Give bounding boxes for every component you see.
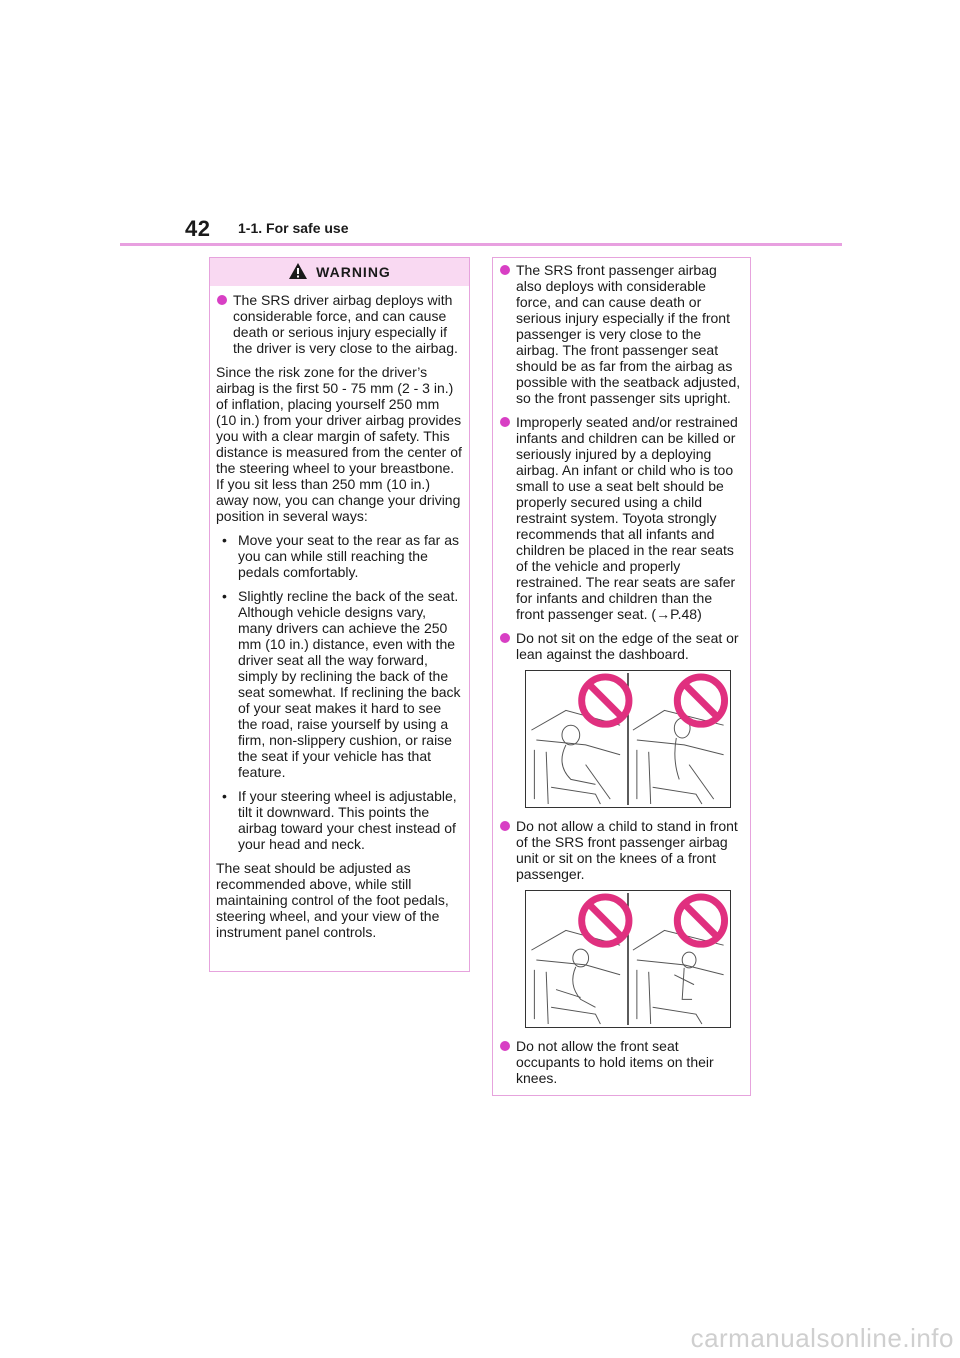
risk-paragraph: Since the risk zone for the driver’s airbag is the first 50 - 75 mm (2 - 3 in.) of inflation, placing yourself 250 mm (10 in.) from your driver airbag provides you with a clear margin of safety. This distance is measured from the center of the steering wheel to your breastbone. If you sit less than 250 mm (10 in.) away now, you can change your driving position in several ways: (216, 364, 462, 524)
illustration-leaning-dashboard (525, 670, 731, 808)
bullet-dot-icon (217, 295, 227, 305)
warning-header (210, 258, 469, 286)
closing-paragraph: The seat should be adjusted as recommended above, while still maintaining control of the foot pedals, steering wheel, and your view of the instrument panel controls. (216, 860, 449, 940)
bullet-item: The SRS front passenger airbag also deploys with considerable force, and can cause death or serious injury especially if the front passenger is very close to the airbag. The front passenger seat should be as far from the airbag as possible with the seatback adjusted, so the front passenger sits upright. (499, 262, 744, 406)
bullet-dot-icon (500, 417, 510, 427)
warning-box (209, 257, 470, 972)
prohibited-posture-illustration (526, 671, 730, 807)
header-rule (120, 243, 842, 246)
watermark: carmanualsonline.info (690, 1323, 954, 1353)
prohibition-icon (582, 897, 629, 944)
bullet-item: Improperly seated and/or restrained infants and children can be killed or seriously injured by a deploying airbag. An infant or child who is too small to use a seat belt should be properly secured using a child restraint system. Toyota strongly recommends that all infants and children be placed in the rear seats of the vehicle and properly restrained. The rear seats are safer for infants and children than the front passenger seat. (→P.48) (499, 414, 744, 622)
prohibition-icon (677, 897, 724, 944)
bullet-item: Do not allow a child to stand in front of the SRS front passenger airbag unit or sit on the knees of a front passenger. (499, 818, 744, 882)
bullet-dot-icon (500, 633, 510, 643)
prohibition-icon (582, 677, 629, 724)
warning-title: WARNING (316, 264, 391, 280)
warning-triangle-icon (288, 262, 308, 283)
bullet-dot-icon (500, 265, 510, 275)
sub-item: • Move your seat to the rear as far as you can while still reaching the pedals comfortably. (222, 532, 459, 580)
bullet-dot-icon (500, 821, 510, 831)
sub-item: • Slightly recline the back of the seat. Although vehicle designs vary, many drivers can achieve the 250 mm (10 in.) distance, even with the driver seat all the way forward, simply by reclining the back of the seat somewhat. If reclining the back of your seat makes it hard to see the road, raise yourself by using a firm, non-slippery cushion, or raise the seat if your vehicle has that feature. (222, 588, 461, 780)
illustration-child-standing (525, 890, 731, 1028)
warning-box-continued (492, 257, 751, 1096)
section-title: 1-1. For safe use (238, 220, 349, 236)
prohibition-icon (677, 677, 724, 724)
bullet-item: Do not sit on the edge of the seat or lean against the dashboard. (499, 630, 744, 662)
sub-item: • If your steering wheel is adjustable, tilt it downward. This points the airbag toward your chest instead of your head and neck. (222, 788, 457, 852)
warning-intro-bullet: The SRS driver airbag deploys with considerable force, and can cause death or serious injury especially if the driver is very close to the airbag. (216, 292, 463, 356)
page-number: 42 (185, 216, 211, 241)
prohibited-child-position-illustration (526, 891, 730, 1027)
bullet-item: Do not allow the front seat occupants to hold items on their knees. (499, 1038, 744, 1086)
bullet-dot-icon (500, 1041, 510, 1051)
